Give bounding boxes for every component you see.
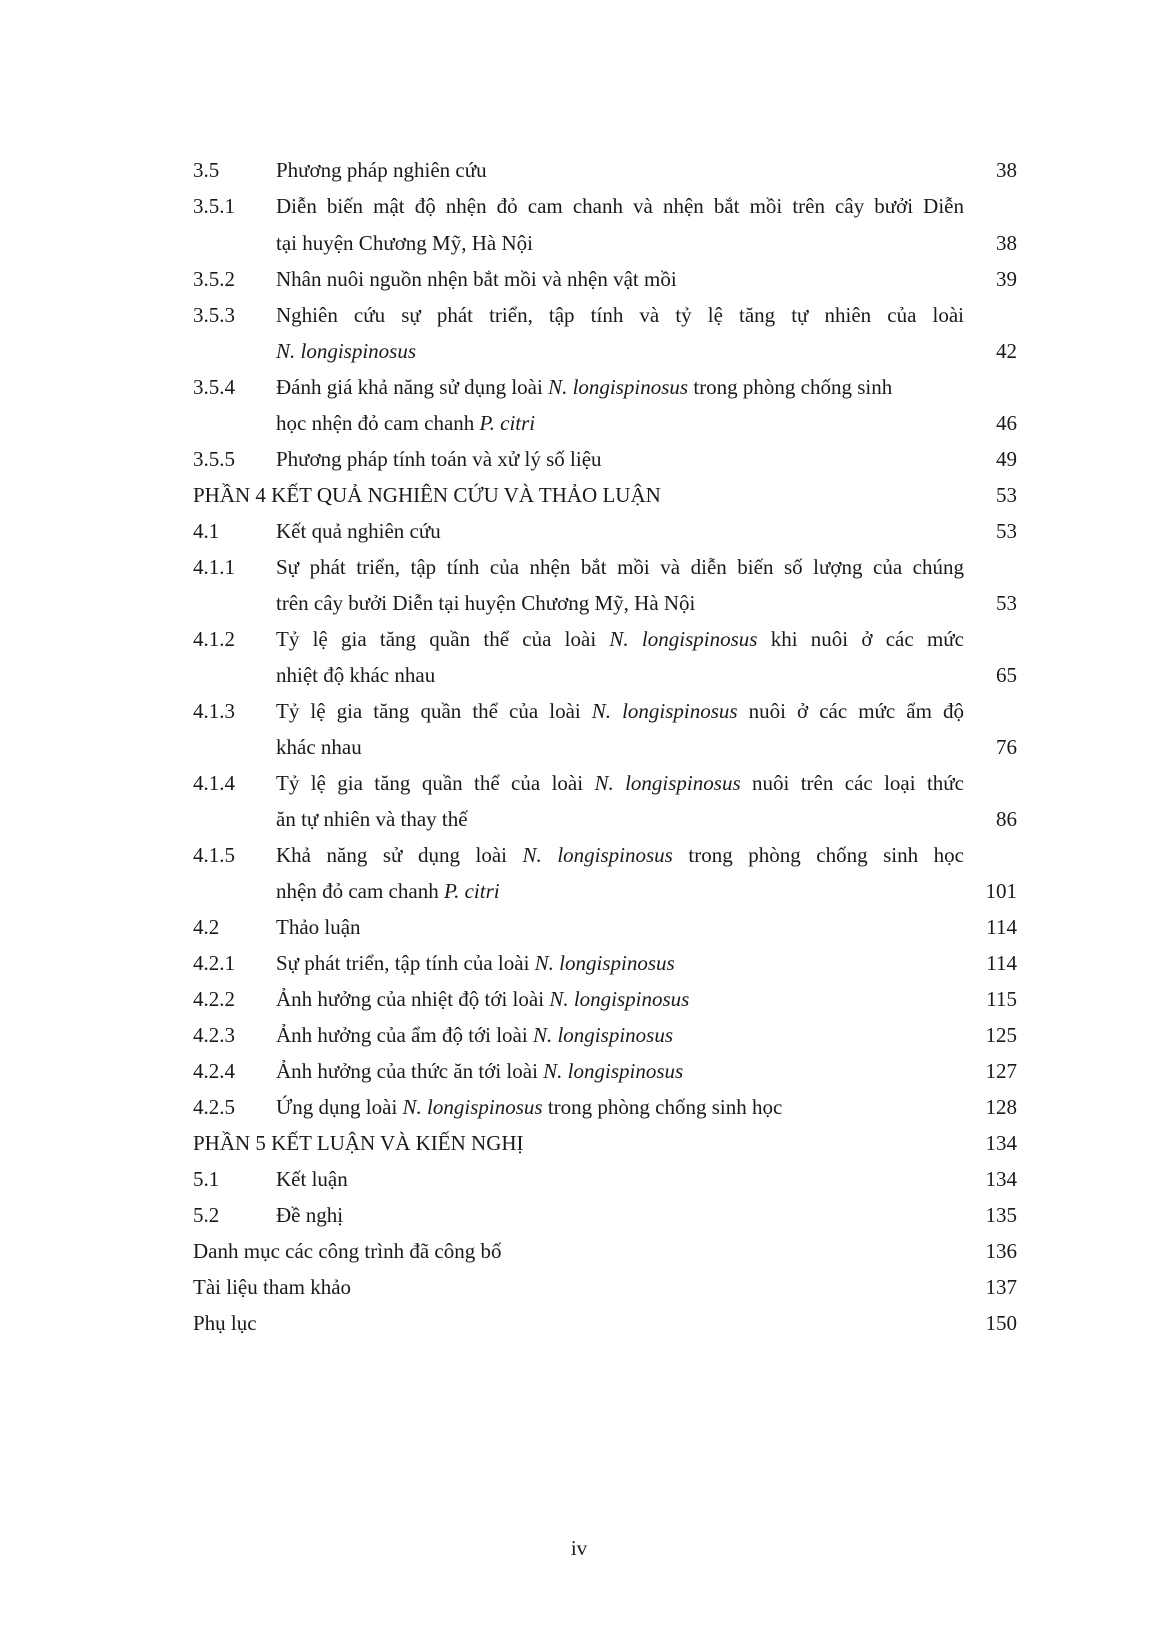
toc-entry-3-5-2[interactable] <box>193 261 1017 297</box>
toc-entry-4-1-3[interactable] <box>193 693 1017 729</box>
entry-title: Thảo luận <box>276 915 361 939</box>
entry-title <box>276 1017 964 1053</box>
toc-entry-4-1-2-continued[interactable] <box>193 657 1017 693</box>
entry-title: Kết luận <box>276 1167 348 1191</box>
part-title: PHẦN 5 KẾT LUẬN VÀ KIẾN NGHỊ <box>193 1131 524 1155</box>
toc-entry-4-1-3-continued[interactable] <box>193 729 1017 765</box>
toc-entry-4-1-4[interactable] <box>193 765 1017 801</box>
toc-entry-3-5-1-continued[interactable] <box>193 225 1017 261</box>
page-number: 53 <box>996 591 1017 615</box>
page-number: 39 <box>996 267 1017 291</box>
toc-entry-4-1[interactable] <box>193 513 1017 549</box>
entry-title-continued <box>276 405 964 441</box>
page-number: 137 <box>985 1275 1017 1299</box>
toc-entry-appendix[interactable] <box>193 1305 1017 1341</box>
title-part: nuôi ở các mức ẩm độ <box>737 699 964 723</box>
title-part: Tỷ lệ gia tăng quần thể của loài <box>276 771 595 795</box>
title-part: học nhện đỏ cam chanh <box>276 411 480 435</box>
section-number: 4.2.4 <box>193 1059 235 1083</box>
title-part: Ảnh hưởng của thức ăn tới loài <box>276 1059 544 1083</box>
title-part: Đánh giá khả năng sử dụng loài <box>276 375 549 399</box>
entry-title <box>276 369 964 405</box>
page-number: 38 <box>996 231 1017 255</box>
toc-entry-3-5-3-continued[interactable] <box>193 333 1017 369</box>
page-number: 53 <box>996 519 1017 543</box>
page-folio: iv <box>570 1536 588 1560</box>
entry-title: Diễn biến mật độ nhện đỏ cam chanh và nhện bắt mồi trên cây bưởi Diễn <box>276 194 964 218</box>
page-number: 127 <box>985 1059 1017 1083</box>
species-name: N. longispinosus <box>543 1059 684 1083</box>
entry-title: Phương pháp tính toán và xử lý số liệu <box>276 447 602 471</box>
entry-title-continued: tại huyện Chương Mỹ, Hà Nội <box>276 231 533 255</box>
page-number: 65 <box>996 663 1017 687</box>
section-number: 5.2 <box>193 1203 220 1227</box>
entry-title-continued: trên cây bưởi Diễn tại huyện Chương Mỹ, Hà Nội <box>276 591 696 615</box>
page-number: 125 <box>985 1023 1017 1047</box>
species-name: P. citri <box>479 411 536 435</box>
title-part: Ảnh hưởng của ẩm độ tới loài <box>276 1023 533 1047</box>
toc-entry-5-1[interactable] <box>193 1161 1017 1197</box>
page-number: 114 <box>986 951 1017 975</box>
toc-entry-4-2-3[interactable] <box>193 1017 1017 1053</box>
section-number: 4.1.2 <box>193 627 235 651</box>
page-number: 135 <box>985 1203 1017 1227</box>
page-number: 128 <box>985 1095 1017 1119</box>
species-name: N. longispinosus <box>534 951 675 975</box>
page-number: 76 <box>996 735 1017 759</box>
title-part: trong phòng chống sinh <box>688 375 893 399</box>
section-number: 3.5.2 <box>193 267 235 291</box>
section-number: 3.5.1 <box>193 194 235 218</box>
section-number: 4.2.5 <box>193 1095 235 1119</box>
toc-entry-part-4[interactable] <box>193 477 1017 513</box>
species-name: N. longispinosus <box>548 375 689 399</box>
section-number: 4.1.1 <box>193 555 235 579</box>
toc-entry-4-1-1[interactable] <box>193 549 1017 585</box>
section-number: 3.5 <box>193 158 220 182</box>
page-number: 115 <box>986 987 1017 1011</box>
entry-title-continued: ăn tự nhiên và thay thế <box>276 807 468 831</box>
page-number: 53 <box>996 483 1017 507</box>
title-part: khi nuôi ở các mức <box>757 627 964 651</box>
entry-title: Phương pháp nghiên cứu <box>276 158 487 182</box>
toc-entry-references[interactable] <box>193 1269 1017 1305</box>
section-number: 4.1.3 <box>193 699 235 723</box>
entry-title: Sự phát triển, tập tính của nhện bắt mồi và diễn biến số lượng của chúng <box>276 555 964 579</box>
toc-entry-3-5-4[interactable] <box>193 369 1017 405</box>
entry-title: Kết quả nghiên cứu <box>276 519 441 543</box>
section-number: 4.2.2 <box>193 987 235 1011</box>
page-number: 49 <box>996 447 1017 471</box>
entry-title <box>276 621 964 657</box>
title-part: Khả năng sử dụng loài <box>276 843 523 867</box>
species-name: N. longispinosus <box>402 1095 543 1119</box>
toc-entry-3-5-3[interactable] <box>193 297 1017 333</box>
entry-title <box>276 1089 964 1125</box>
page-number: 134 <box>985 1131 1017 1155</box>
species-name: N. longispinosus <box>276 339 417 363</box>
title-part: Ảnh hưởng của nhiệt độ tới loài <box>276 987 550 1011</box>
entry-title <box>276 765 964 801</box>
species-name: N. longispinosus <box>549 987 690 1011</box>
toc-entry-5-2[interactable] <box>193 1197 1017 1233</box>
species-name: P. citri <box>443 879 500 903</box>
section-number: 4.2.1 <box>193 951 235 975</box>
page-number: 86 <box>996 807 1017 831</box>
toc-entry-4-2[interactable] <box>193 909 1017 945</box>
section-number: 3.5.4 <box>193 375 235 399</box>
section-number: 3.5.3 <box>193 303 235 327</box>
entry-title: Nhân nuôi nguồn nhện bắt mồi và nhện vật mồi <box>276 267 677 291</box>
title-part: Tỷ lệ gia tăng quần thể của loài <box>276 627 610 651</box>
title-part: Tỷ lệ gia tăng quần thể của loài <box>276 699 592 723</box>
title-part: Sự phát triển, tập tính của loài <box>276 951 535 975</box>
page-number: 38 <box>996 158 1017 182</box>
page-number: 42 <box>996 339 1017 363</box>
entry-title-continued: khác nhau <box>276 735 362 759</box>
section-number: 4.1 <box>193 519 220 543</box>
entry-title-continued <box>276 873 964 909</box>
toc-entry-3-5[interactable] <box>193 152 1017 188</box>
page-number: 150 <box>985 1311 1017 1335</box>
entry-title <box>276 1053 964 1089</box>
species-name: N. longispinosus <box>532 1023 673 1047</box>
toc-entry-4-1-5[interactable] <box>193 837 1017 873</box>
section-number: 4.1.5 <box>193 843 235 867</box>
entry-title <box>276 693 964 729</box>
toc-entry-4-2-2[interactable] <box>193 981 1017 1017</box>
page-number: 136 <box>985 1239 1017 1263</box>
entry-title <box>276 837 964 873</box>
toc-entry-4-1-1-continued[interactable] <box>193 585 1017 621</box>
section-number: 3.5.5 <box>193 447 235 471</box>
toc-entry-3-5-1[interactable] <box>193 188 1017 224</box>
entry-title: Đề nghị <box>276 1203 344 1227</box>
toc-entry-3-5-4-continued[interactable] <box>193 405 1017 441</box>
page-number: 101 <box>985 879 1017 903</box>
toc-entry-4-1-5-continued[interactable] <box>193 873 1017 909</box>
entry-title: Danh mục các công trình đã công bố <box>193 1239 502 1263</box>
toc-entry-4-2-4[interactable] <box>193 1053 1017 1089</box>
toc-entry-4-1-2[interactable] <box>193 621 1017 657</box>
species-name: N. longispinosus <box>594 771 741 795</box>
title-part: Ứng dụng loài <box>276 1095 403 1119</box>
toc-entry-publications[interactable] <box>193 1233 1017 1269</box>
section-number: 5.1 <box>193 1167 220 1191</box>
title-part: nuôi trên các loại thức <box>740 771 965 795</box>
page-number: 134 <box>985 1167 1017 1191</box>
part-title: PHẦN 4 KẾT QUẢ NGHIÊN CỨU VÀ THẢO LUẬN <box>193 483 661 507</box>
toc-entry-4-2-1[interactable] <box>193 945 1017 981</box>
title-part: nhện đỏ cam chanh <box>276 879 444 903</box>
page-number: 46 <box>996 411 1017 435</box>
species-name: N. longispinosus <box>591 699 738 723</box>
section-number: 4.1.4 <box>193 771 235 795</box>
toc-entry-4-2-5[interactable] <box>193 1089 1017 1125</box>
toc-entry-part-5[interactable] <box>193 1125 1017 1161</box>
title-part: trong phòng chống sinh học <box>542 1095 783 1119</box>
section-number: 4.2 <box>193 915 220 939</box>
entry-title: Tài liệu tham khảo <box>193 1275 352 1299</box>
toc-entry-3-5-5[interactable] <box>193 441 1017 477</box>
entry-title <box>276 945 964 981</box>
entry-title: Nghiên cứu sự phát triển, tập tính và tỷ lệ tăng tự nhiên của loài <box>276 303 964 327</box>
toc-entry-4-1-4-continued[interactable] <box>193 801 1017 837</box>
section-number: 4.2.3 <box>193 1023 235 1047</box>
page-number: 114 <box>986 915 1017 939</box>
entry-title <box>276 981 964 1017</box>
entry-title-continued <box>276 333 964 369</box>
title-part: trong phòng chống sinh học <box>672 843 964 867</box>
entry-title: Phụ lục <box>193 1311 257 1335</box>
entry-title-continued: nhiệt độ khác nhau <box>276 663 436 687</box>
species-name: N. longispinosus <box>522 843 673 867</box>
species-name: N. longispinosus <box>609 627 758 651</box>
